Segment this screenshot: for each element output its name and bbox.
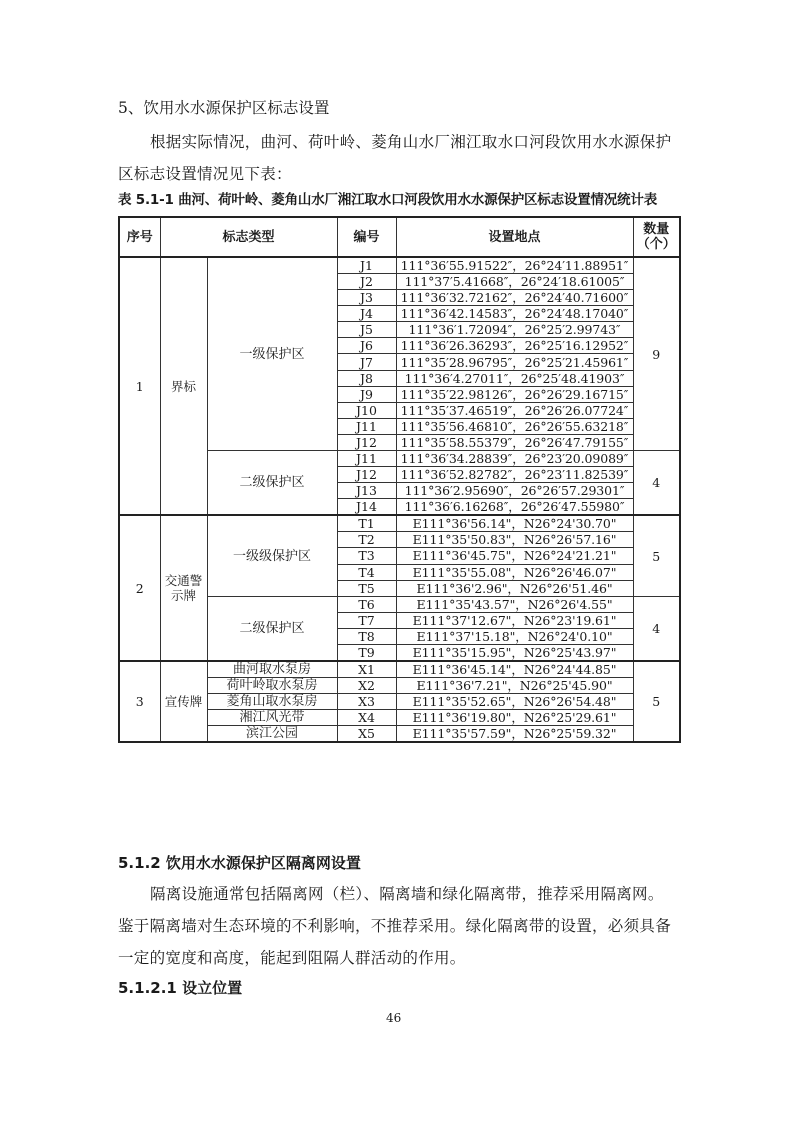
row-count: 9 [633,257,680,451]
row-sign-type: 宣传牌 [160,661,207,742]
row-code: J13 [337,483,396,499]
row-location: 111°36′55.91522″，26°24′11.88951″ [396,257,633,274]
row-location: 111°36′42.14583″，26°24′48.17040″ [396,306,633,322]
row-location: 111°35′28.96795″，26°25′21.45961″ [396,354,633,370]
row-seq: 3 [119,661,160,742]
row-location: E111°36'7.21"，N26°25'45.90" [396,677,633,693]
row-place: 湘江风光带 [207,710,337,726]
row-code: J4 [337,306,396,322]
row-code: J14 [337,499,396,516]
row-zone: 二级保护区 [207,596,337,661]
row-seq: 2 [119,515,160,661]
row-code: T7 [337,612,396,628]
row-code: T3 [337,548,396,564]
row-location: 111°36′1.72094″，26°25′2.99743″ [396,322,633,338]
table-caption: 表 5.1-1 曲河、荷叶岭、菱角山水厂湘江取水口河段饮用水水源保护区标志设置情况统计表 [118,192,658,208]
row-sign-type [160,515,207,661]
section-5-1-2-paragraph-line-3: 一定的宽度和高度，能起到阻隔人群活动的作用。 [118,949,466,967]
row-code: J1 [337,257,396,274]
header-count [633,217,680,257]
row-code: T9 [337,644,396,661]
table-row [119,257,680,274]
header-sign-type: 标志类型 [160,217,337,257]
row-location: 111°35′58.55379″，26°26′47.79155″ [396,434,633,450]
row-code: J10 [337,402,396,418]
section-5-1-2-paragraph-line-2: 鉴于隔离墙对生态环境的不利影响，不推荐采用。绿化隔离带的设置，必须具备 [118,917,672,935]
row-code: X3 [337,694,396,710]
row-code: J12 [337,467,396,483]
row-code: T5 [337,580,396,596]
row-location: E111°37'15.18"，N26°24'0.10" [396,628,633,644]
row-zone: 二级保护区 [207,451,337,516]
row-code: T2 [337,532,396,548]
row-code: J7 [337,354,396,370]
row-place: 曲河取水泵房 [207,661,337,678]
table-row [119,515,680,532]
row-code: J9 [337,386,396,402]
row-location: 111°36′34.28839″，26°23′20.09089″ [396,451,633,467]
header-count-line-2: （个） [636,237,676,252]
table-header-row [119,217,680,257]
row-location: 111°36′32.72162″，26°24′40.71600″ [396,290,633,306]
row-sign-type: 界标 [160,257,207,515]
row-code: J6 [337,338,396,354]
row-location: 111°36′26.36293″，26°25′16.12952″ [396,338,633,354]
row-code: J12 [337,434,396,450]
row-code: T1 [337,515,396,532]
row-location: E111°35'50.83"，N26°26'57.16" [396,532,633,548]
row-place: 滨江公园 [207,726,337,743]
section-item-heading: 5、饮用水水源保护区标志设置 [118,99,330,117]
row-code: J3 [337,290,396,306]
row-code: J11 [337,451,396,467]
row-place: 菱角山取水泵房 [207,694,337,710]
section-5-1-2-paragraph-line-1: 隔离设施通常包括隔离网（栏）、隔离墙和绿化隔离带，推荐采用隔离网。 [150,885,664,903]
table-row [119,661,680,678]
row-location: 111°36′4.27011″，26°25′48.41903″ [396,370,633,386]
row-code: J11 [337,418,396,434]
header-count-line-1: 数量 [643,222,670,237]
row-location: 111°35′56.46810″，26°26′55.63218″ [396,418,633,434]
row-count: 4 [633,451,680,516]
section-5-1-2-title: 5.1.2 饮用水水源保护区隔离网设置 [118,854,361,872]
row-count: 5 [633,661,680,742]
intro-paragraph-line-1: 根据实际情况，曲河、荷叶岭、菱角山水厂湘江取水口河段饮用水水源保护 [150,133,672,151]
row-location: E111°36'56.14"，N26°24'30.70" [396,515,633,532]
row-code: X1 [337,661,396,678]
row-location: E111°35'15.95"，N26°25'43.97" [396,644,633,661]
row-location: E111°37'12.67"，N26°23'19.61" [396,612,633,628]
row-location: E111°35'52.65"，N26°26'54.48" [396,694,633,710]
header-location: 设置地点 [396,217,633,257]
row-location: 111°35′37.46519″，26°26′26.07724″ [396,402,633,418]
intro-paragraph-line-2: 区标志设置情况见下表： [118,165,292,183]
row-code: X4 [337,710,396,726]
sign-setup-table [118,216,681,743]
row-location: 111°37′5.41668″，26°24′18.61005″ [396,274,633,290]
row-place: 荷叶岭取水泵房 [207,677,337,693]
row-location: E111°36'45.75"，N26°24'21.21" [396,548,633,564]
row-location: E111°36'19.80"，N26°25'29.61" [396,710,633,726]
row-location: E111°35'57.59"，N26°25'59.32" [396,726,633,743]
row-location: 111°36′6.16268″，26°26′47.55980″ [396,499,633,516]
row-code: J5 [337,322,396,338]
sign-type-line-1: 交通警 [164,573,203,589]
row-location: 111°36′52.82782″，26°23′11.82539″ [396,467,633,483]
row-location: E111°36'2.96"，N26°26'51.46" [396,580,633,596]
row-location: E111°35'43.57"，N26°26'4.55" [396,596,633,612]
row-code: T6 [337,596,396,612]
header-seq: 序号 [119,217,160,257]
header-code: 编号 [337,217,396,257]
row-code: T8 [337,628,396,644]
row-code: T4 [337,564,396,580]
row-count: 4 [633,596,680,661]
row-location: E111°35'55.08"，N26°26'46.07" [396,564,633,580]
row-code: J8 [337,370,396,386]
row-location: E111°36'45.14"，N26°24'44.85" [396,661,633,678]
row-code: X2 [337,677,396,693]
page-number: 46 [386,1011,402,1025]
row-location: 111°35′22.98126″，26°26′29.16715″ [396,386,633,402]
sign-type-line-2: 示牌 [170,588,196,604]
row-count: 5 [633,515,680,596]
row-location: 111°36′2.95690″，26°26′57.29301″ [396,483,633,499]
row-code: J2 [337,274,396,290]
section-5-1-2-1-title: 5.1.2.1 设立位置 [118,979,243,997]
row-seq: 1 [119,257,160,515]
row-zone: 一级级保护区 [207,515,337,596]
row-code: X5 [337,726,396,743]
row-zone: 一级保护区 [207,257,337,451]
